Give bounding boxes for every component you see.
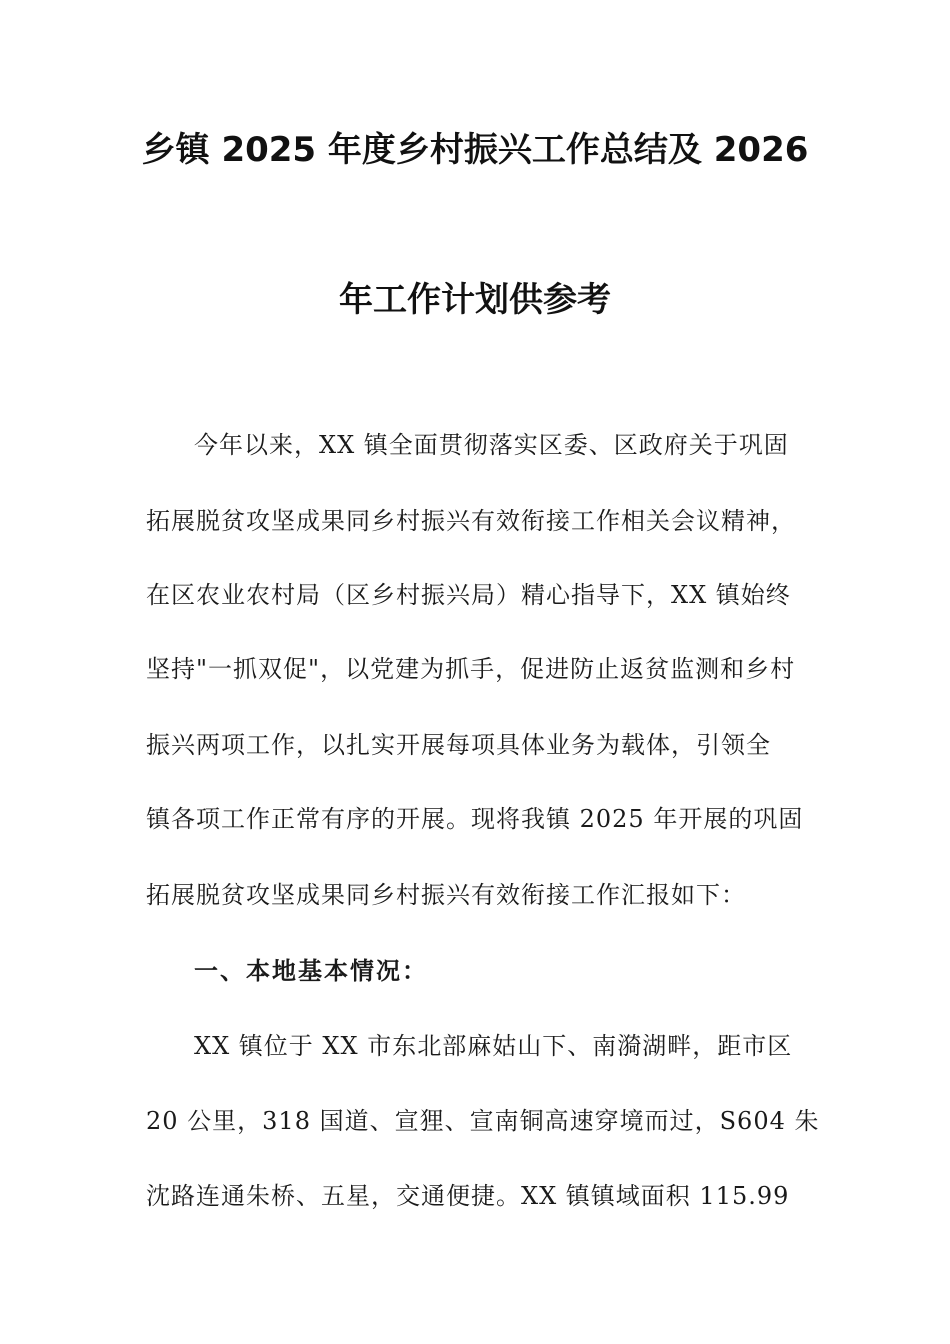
paragraph-1-line-6: 镇各项工作正常有序的开展。现将我镇 2025 年开展的巩固 xyxy=(146,805,804,833)
paragraph-1-line-1: 今年以来，XX 镇全面贯彻落实区委、区政府关于巩固 xyxy=(194,431,789,459)
paragraph-1-line-4: 坚持"一抓双促"，以党建为抓手，促进防止返贫监测和乡村 xyxy=(146,655,796,683)
paragraph-1-line-7: 拓展脱贫攻坚成果同乡村振兴有效衔接工作汇报如下： xyxy=(146,881,746,909)
paragraph-1-line-5: 振兴两项工作，以扎实开展每项具体业务为载体，引领全 xyxy=(146,731,771,759)
document-title-line-1: 乡镇 2025 年度乡村振兴工作总结及 2026 xyxy=(141,130,809,170)
document-title-line-2: 年工作计划供参考 xyxy=(339,280,611,320)
paragraph-2-line-3: 沈路连通朱桥、五星，交通便捷。XX 镇镇域面积 115.99 xyxy=(146,1182,790,1210)
section-1-heading: 一、本地基本情况： xyxy=(194,957,428,985)
paragraph-2-line-1: XX 镇位于 XX 市东北部麻姑山下、南漪湖畔，距市区 xyxy=(194,1032,793,1060)
paragraph-1-line-3: 在区农业农村局（区乡村振兴局）精心指导下，XX 镇始终 xyxy=(146,581,791,609)
paragraph-1-line-2: 拓展脱贫攻坚成果同乡村振兴有效衔接工作相关会议精神， xyxy=(146,507,796,535)
paragraph-2-line-2: 20 公里，318 国道、宣狸、宣南铜高速穿境而过，S604 朱 xyxy=(146,1107,820,1135)
